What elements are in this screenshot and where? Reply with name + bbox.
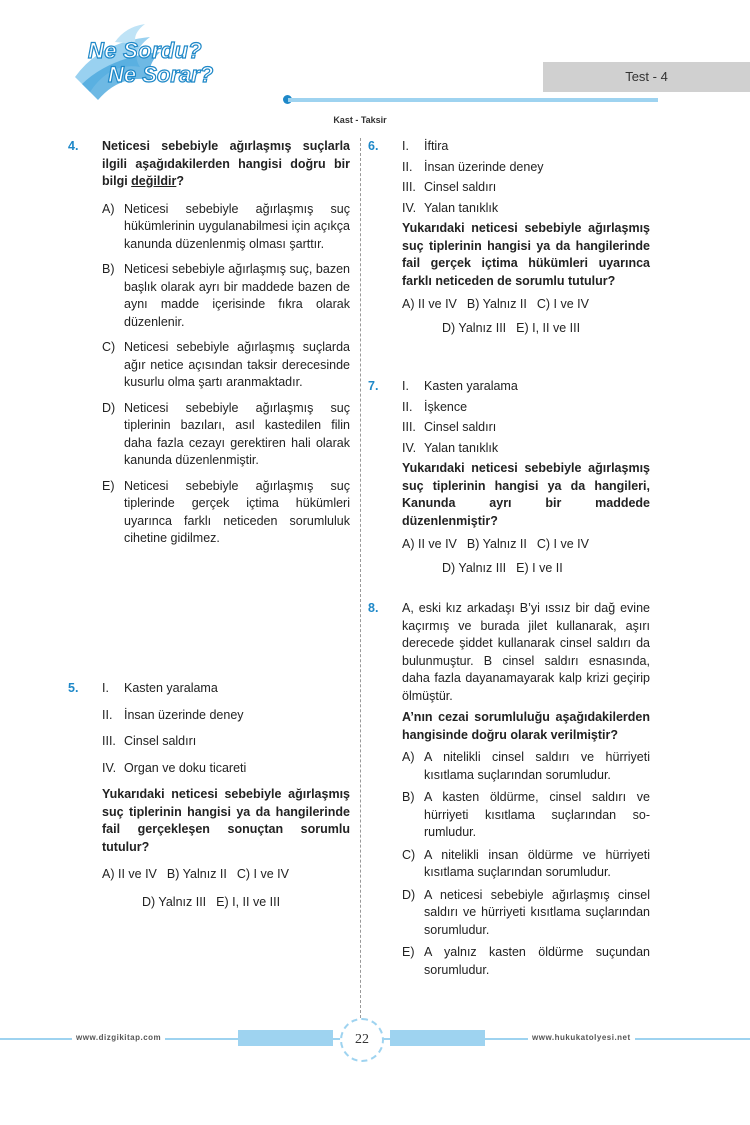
logo-title-line1: Ne Sordu? xyxy=(88,38,202,63)
answer-c[interactable]: C) I ve IV xyxy=(236,867,289,881)
answer-c[interactable]: C) I ve IV xyxy=(536,537,589,551)
question-stem xyxy=(102,138,350,191)
answer-e[interactable]: E) I, II ve III xyxy=(516,320,581,335)
option-key: C) xyxy=(102,340,116,354)
option-text: Neticesi sebebiyle ağırlaşmış suç hükümlerinin uygulanabilmesi için açıkça kanunda düzenlenmiş olması şarttır. xyxy=(124,201,350,251)
footer-site-left[interactable]: www.dizgikitap.com xyxy=(72,1033,165,1042)
answer-a[interactable]: A) II ve IV xyxy=(102,867,157,881)
option-key: B) xyxy=(102,262,115,276)
roman-item xyxy=(102,760,350,778)
option-a[interactable] xyxy=(402,749,650,784)
roman-key: II. xyxy=(402,159,413,174)
question-stem: Yukarıdaki neticesi sebebiyle ağırlaşmış suç tiplerinin hangisi ya da hangilerinde fail gerçek içtima hükümleri uyarınca farklı neticeden de sorumlu tutulur? xyxy=(402,221,650,288)
question-scenario: A, eski kız arkadaşı B’yi ıssız bir dağ evine kaçırmış ve burada jilet kullanarak, aşırı derecede şiddet kullanarak cinsel saldırı da bulunmuştur. B cinsel saldırı esnasında, daha fazla dayanamayarak kalp krizi geçirip ölmüştür. xyxy=(402,601,650,703)
roman-item xyxy=(402,378,650,396)
roman-text: İnsan üzerinde deney xyxy=(124,707,244,722)
roman-text: Organ ve doku ticareti xyxy=(124,760,247,775)
roman-text: Yalan tanıklık xyxy=(424,200,499,215)
answer-b[interactable]: B) Yalnız II xyxy=(166,867,227,881)
roman-key: I. xyxy=(102,681,109,695)
option-text: Neticesi sebebiyle ağırlaşmış suç, bazen başlık olarak ayrı bir maddede bazen de aynı madde içerisinde fıkra olarak düzenlenir. xyxy=(124,262,350,329)
test-label-tab: Test - 4 xyxy=(543,62,750,92)
option-key: A) xyxy=(102,201,115,216)
roman-item xyxy=(402,399,650,417)
option-key: D) xyxy=(402,887,416,902)
option-text: A yalnız kasten öldürme suçundan sorumludur. xyxy=(424,945,650,977)
answer-row-1 xyxy=(402,536,650,554)
answer-d[interactable]: D) Yalnız III xyxy=(442,320,507,335)
option-text: A nitelikli cinsel saldırı ve hürriyeti kısıtlama suçlarından sorumludur. xyxy=(424,750,650,782)
option-key: D) xyxy=(102,400,116,415)
question-6 xyxy=(368,138,650,337)
roman-text: Cinsel saldırı xyxy=(424,420,497,434)
header-rule xyxy=(288,98,658,102)
roman-text: Kasten yaralama xyxy=(124,681,218,695)
roman-item xyxy=(402,440,650,458)
roman-key: IV. xyxy=(402,200,417,215)
option-e[interactable] xyxy=(102,478,350,548)
answer-row-2 xyxy=(442,320,650,338)
answer-e[interactable]: E) I, II ve III xyxy=(216,894,281,909)
roman-key: II. xyxy=(402,399,413,414)
roman-text: Cinsel saldırı xyxy=(124,734,197,748)
roman-text: Cinsel saldırı xyxy=(424,180,497,194)
roman-item xyxy=(102,707,350,725)
roman-key: IV. xyxy=(402,440,417,455)
answer-d[interactable]: D) Yalnız III xyxy=(142,894,207,909)
roman-text: İşkence xyxy=(424,399,468,414)
option-b[interactable] xyxy=(102,261,350,331)
question-number: 7. xyxy=(368,379,379,393)
footer-bar-left xyxy=(238,1030,333,1046)
roman-item xyxy=(402,138,650,156)
stem-underlined: değildir xyxy=(131,174,177,188)
option-e[interactable] xyxy=(402,944,650,979)
stem-end: ? xyxy=(176,174,184,188)
roman-key: III. xyxy=(102,734,116,748)
question-7 xyxy=(368,378,650,577)
roman-text: Yalan tanıklık xyxy=(424,440,499,455)
roman-text: İftira xyxy=(424,139,449,153)
question-8 xyxy=(368,600,650,979)
option-d[interactable] xyxy=(102,400,350,470)
footer-site-right[interactable]: www.hukukatolyesi.net xyxy=(528,1033,635,1042)
roman-text: Kasten yaralama xyxy=(424,379,518,393)
page-number: 22 xyxy=(340,1018,384,1062)
option-text: Neticesi sebebiyle ağırlaşmış suçlarda ağır netice açısından taksir derecesinde kusurlu olma şartı aranmaktadır. xyxy=(124,340,350,389)
answer-row-2 xyxy=(142,894,350,912)
roman-item xyxy=(102,680,350,698)
answer-row-1 xyxy=(402,296,650,314)
roman-item xyxy=(102,733,350,751)
roman-key: III. xyxy=(402,420,416,434)
question-number: 4. xyxy=(68,139,79,153)
roman-key: I. xyxy=(402,379,409,393)
answer-row-1 xyxy=(102,866,350,884)
column-divider xyxy=(360,138,361,1018)
question-5 xyxy=(68,680,350,911)
answer-e[interactable]: E) I ve II xyxy=(516,560,563,575)
option-text: A neticesi sebebiyle ağırlaşmış cinsel saldırı ve hürriyeti kısıtlama suçlarından sorumludur. xyxy=(424,887,650,937)
question-number: 5. xyxy=(68,681,79,695)
question-stem: Yukarıdaki neticesi sebebiyle ağırlaşmış suç tiplerinin hangisi ya da hangilerinde fail gerçekleşen sonuçtan sorumlu tutulur? xyxy=(102,787,350,854)
option-text: A nitelikli insan öldürme ve hürriyeti kısıtlama suçlarından sorumludur. xyxy=(424,847,650,879)
answer-a[interactable]: A) II ve IV xyxy=(402,297,457,311)
roman-key: II. xyxy=(102,707,113,722)
stem-text: Neticesi sebebiyle ağırlaşmış suçlarla ilgili aşağıdakilerden hangisi doğru bir bilgi xyxy=(102,139,350,188)
option-text: Neticesi sebebiyle ağırlaşmış suç tiplerinde gerçek içtima hükümleri uyarınca farklı neticeden sorumluluk cihetine gidilmez. xyxy=(124,478,350,545)
question-stem: A’nın cezai sorumluluğu aşağıdakilerden hangisinde doğru olarak verilmiştir? xyxy=(402,710,650,742)
option-text: A kasten öldürme, cinsel saldırı ve hürriyeti kısıtlama suçlarından sorumludur. xyxy=(424,790,650,839)
option-d[interactable] xyxy=(402,887,650,940)
answer-row-2 xyxy=(442,560,650,578)
roman-key: III. xyxy=(402,180,416,194)
roman-text: İnsan üzerinde deney xyxy=(424,159,544,174)
logo-title-line2: Ne Sorar? xyxy=(108,62,214,87)
question-4 xyxy=(68,138,350,548)
question-stem: Yukarıdaki neticesi sebebiyle ağırlaşmış suç tiplerinin hangisi ya da hangileri, Kanunda ayrı bir maddede düzenlenmiştir? xyxy=(402,461,650,528)
roman-key: IV. xyxy=(102,760,117,775)
option-text: Neticesi sebebiyle ağırlaşmış suç tiplerinin bazıları, asıl kastedilen filin daha fazla cezayı gerektiren hali olarak kanunda düzenlenmiştir. xyxy=(124,400,350,467)
answer-d[interactable]: D) Yalnız III xyxy=(442,560,507,575)
answer-a[interactable]: A) II ve IV xyxy=(402,537,457,551)
question-number: 8. xyxy=(368,601,379,615)
roman-item xyxy=(402,419,650,437)
question-number: 6. xyxy=(368,139,379,153)
roman-item xyxy=(402,179,650,197)
option-c[interactable] xyxy=(402,847,650,882)
answer-b[interactable]: B) Yalnız II xyxy=(466,537,527,551)
roman-item xyxy=(402,200,650,218)
section-title: Kast - Taksir xyxy=(333,115,387,125)
footer-bar-right xyxy=(390,1030,485,1046)
roman-item xyxy=(402,159,650,177)
option-key: A) xyxy=(402,750,415,764)
answer-c[interactable]: C) I ve IV xyxy=(536,297,589,311)
option-key: C) xyxy=(402,847,416,862)
roman-key: I. xyxy=(402,139,409,153)
option-key: E) xyxy=(102,478,115,493)
option-c[interactable] xyxy=(102,339,350,392)
option-a[interactable] xyxy=(102,201,350,254)
option-key: E) xyxy=(402,945,415,959)
option-key: B) xyxy=(402,790,415,804)
option-b[interactable] xyxy=(402,789,650,842)
answer-b[interactable]: B) Yalnız II xyxy=(466,297,527,311)
